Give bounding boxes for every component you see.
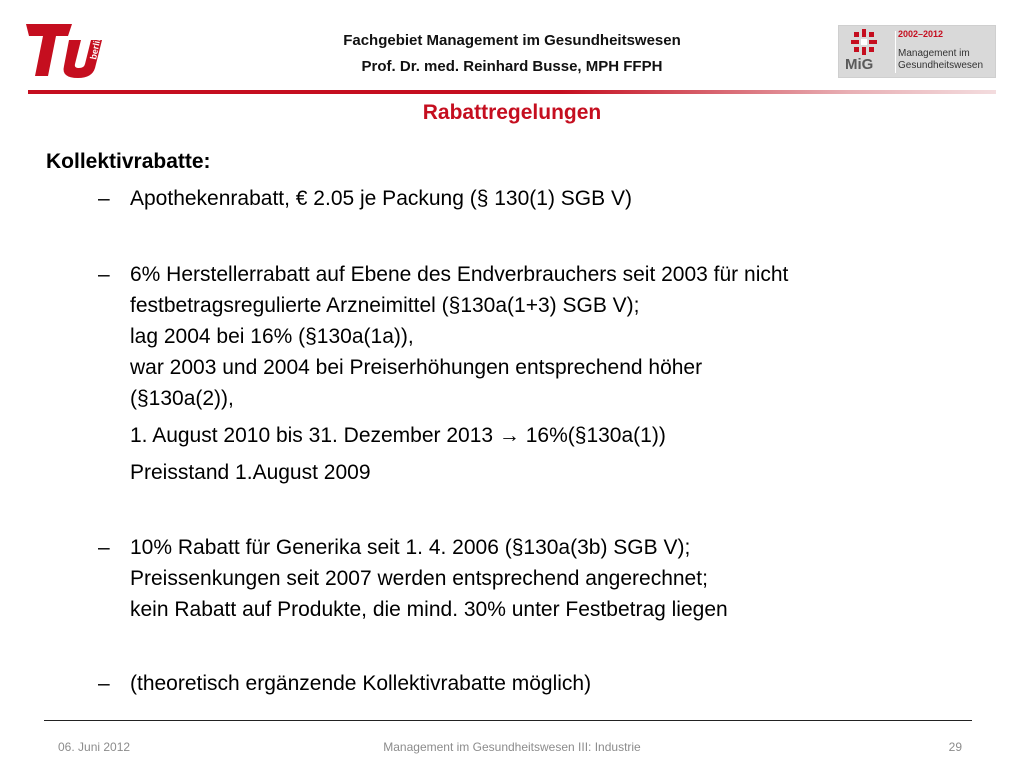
bullet-herstellerrabatt — [98, 259, 970, 488]
bullet-line: kein Rabatt auf Produkte, die mind. 30% unter Festbetrag liegen — [130, 598, 728, 621]
bullet-line: lag 2004 bei 16% (§130a(1a)), — [130, 325, 414, 348]
tu-logo-text: berlin — [88, 34, 102, 61]
footer-date: 06. Juni 2012 — [58, 740, 131, 754]
bullet-dash: – — [98, 536, 110, 559]
mig-wordmark: MiG — [845, 56, 874, 73]
footer-divider — [44, 720, 972, 721]
bullet-line: Preisstand 1.August 2009 — [130, 461, 371, 484]
professor-name: Prof. Dr. med. Reinhard Busse, MPH FFPH — [361, 58, 663, 75]
mig-divider — [895, 31, 896, 73]
bullet-line: 6% Herstellerrabatt auf Ebene des Endverbrauchers seit 2003 für nicht — [130, 263, 789, 286]
mig-star-icon — [851, 29, 877, 55]
bullet-apothekenrabatt — [98, 183, 970, 214]
footer-course-title: Management im Gesundheitswesen III: Industrie — [383, 740, 641, 754]
section-heading: Kollektivrabatte: — [46, 150, 211, 173]
header-divider — [28, 90, 996, 94]
header-text — [260, 28, 764, 80]
tu-berlin-logo — [26, 22, 102, 78]
department-name: Fachgebiet Management im Gesundheitswesen — [343, 32, 681, 49]
mig-subtitle-line2: Gesundheitswesen — [898, 60, 984, 71]
bullet-generika — [98, 532, 970, 625]
page-number: 29 — [948, 740, 962, 754]
bullet-dash: – — [98, 263, 110, 286]
slide-title: Rabattregelungen — [422, 101, 602, 124]
mig-years: 2002–2012 — [898, 29, 944, 39]
bullet-line: Apothekenrabatt, € 2.05 je Packung (§ 130(1) SGB V) — [130, 187, 632, 210]
mig-subtitle — [898, 48, 983, 72]
mig-subtitle-line1: Management im — [898, 48, 970, 59]
bullet-line: festbetragsregulierte Arzneimittel (§130a(1+3) SGB V); — [130, 294, 640, 317]
bullet-line: (§130a(2)), — [130, 387, 234, 410]
bullet-line: Preissenkungen seit 2007 werden entsprechend angerechnet; — [130, 567, 708, 590]
mig-logo — [838, 25, 996, 78]
bullet-line: (theoretisch ergänzende Kollektivrabatte möglich) — [130, 672, 592, 695]
bullet-line: war 2003 und 2004 bei Preiserhöhungen entsprechend höher — [130, 356, 703, 379]
bullet-dash: – — [98, 187, 110, 210]
bullet-line: 10% Rabatt für Generika seit 1. 4. 2006 (§130a(3b) SGB V); — [130, 536, 691, 559]
bullet-theoretisch — [98, 668, 970, 699]
bullet-line: 1. August 2010 bis 31. Dezember 2013 → 16%(§130a(1)) — [130, 424, 666, 447]
bullet-dash: – — [98, 672, 110, 695]
